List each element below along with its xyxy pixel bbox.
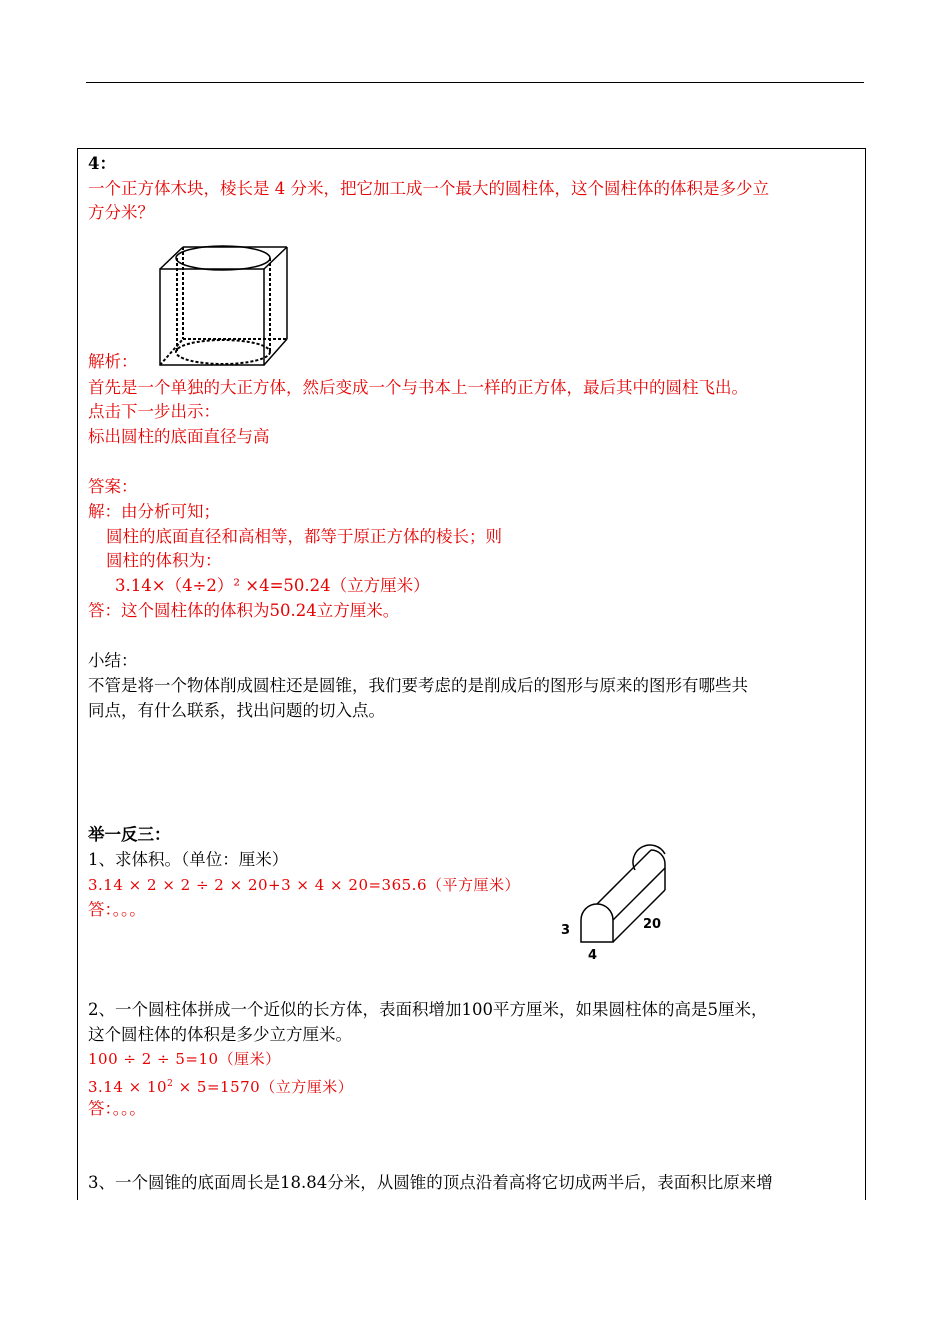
summary-text: 不管是将一个物体削成圆柱还是圆锥，我们要考虑的是削成后的图形与原来的图形有哪些共 xyxy=(88,676,748,695)
figure-label-length: 20 xyxy=(643,917,662,932)
summary-text: 同点，有什么联系，找出问题的切入点。 xyxy=(88,701,385,720)
cube-cylinder-figure xyxy=(155,243,295,371)
practice-q2-question: 2、一个圆柱体拼成一个近似的长方体，表面积增加100平方厘米，如果圆柱体的高是5厘米， xyxy=(88,1000,768,1019)
calc2-exponent: 2 xyxy=(167,1079,174,1089)
practice-q2-question-cont: 这个圆柱体的体积是多少立方厘米。 xyxy=(88,1025,352,1044)
solution-formula: 3.14×（4÷2）² ×4=50.24（立方厘米） xyxy=(115,576,430,595)
figure-label-height: 3 xyxy=(561,923,571,938)
analysis-text: 标出圆柱的底面直径与高 xyxy=(88,427,270,446)
question-text-cont: 方分米？ xyxy=(88,203,154,222)
problem-number: 4： xyxy=(88,154,116,173)
calc2-base: 3.14 × 10 xyxy=(88,1078,168,1096)
solution-line: 圆柱的底面直径和高相等，都等于原正方体的棱长；则 xyxy=(106,527,502,546)
practice-q2-calc1: 100 ÷ 2 ÷ 5=10（厘米） xyxy=(88,1050,281,1068)
half-cylinder-prism-figure xyxy=(555,846,675,966)
practice-q1-question: 1、求体积。（单位：厘米） xyxy=(88,850,289,869)
analysis-label: 解析： xyxy=(88,352,138,371)
solution-line: 圆柱的体积为： xyxy=(106,551,222,570)
practice-q1-answer: 答：。。。 xyxy=(88,900,146,919)
practice-q3-question: 3、一个圆锥的底面周长是18.84分米，从圆锥的顶点沿着高将它切成两半后，表面积比原来增 xyxy=(88,1173,773,1192)
practice-q2-calc2 xyxy=(88,1074,353,1097)
practice-q1-calc: 3.14 × 2 × 2 ÷ 2 × 20+3 × 4 × 20=365.6（平方厘米） xyxy=(88,876,520,894)
solution-line: 解：由分析可知； xyxy=(88,502,220,521)
answer-label: 答案： xyxy=(88,477,138,496)
practice-heading: 举一反三： xyxy=(88,825,171,844)
practice-q2-answer: 答：。。。 xyxy=(88,1099,146,1118)
question-text: 一个正方体木块，棱长是 4 分米，把它加工成一个最大的圆柱体，这个圆柱体的体积是多少立 xyxy=(88,179,769,198)
summary-label: 小结： xyxy=(88,651,138,670)
figure-label-width: 4 xyxy=(588,948,598,963)
solution-conclusion: 答：这个圆柱体的体积为50.24立方厘米。 xyxy=(88,601,400,620)
header-rule xyxy=(86,82,864,83)
analysis-text: 点击下一步出示： xyxy=(88,402,220,421)
calc2-rest: × 5=1570（立方厘米） xyxy=(173,1078,354,1096)
analysis-text: 首先是一个单独的大正方体，然后变成一个与书本上一样的正方体，最后其中的圆柱飞出。 xyxy=(88,378,748,397)
